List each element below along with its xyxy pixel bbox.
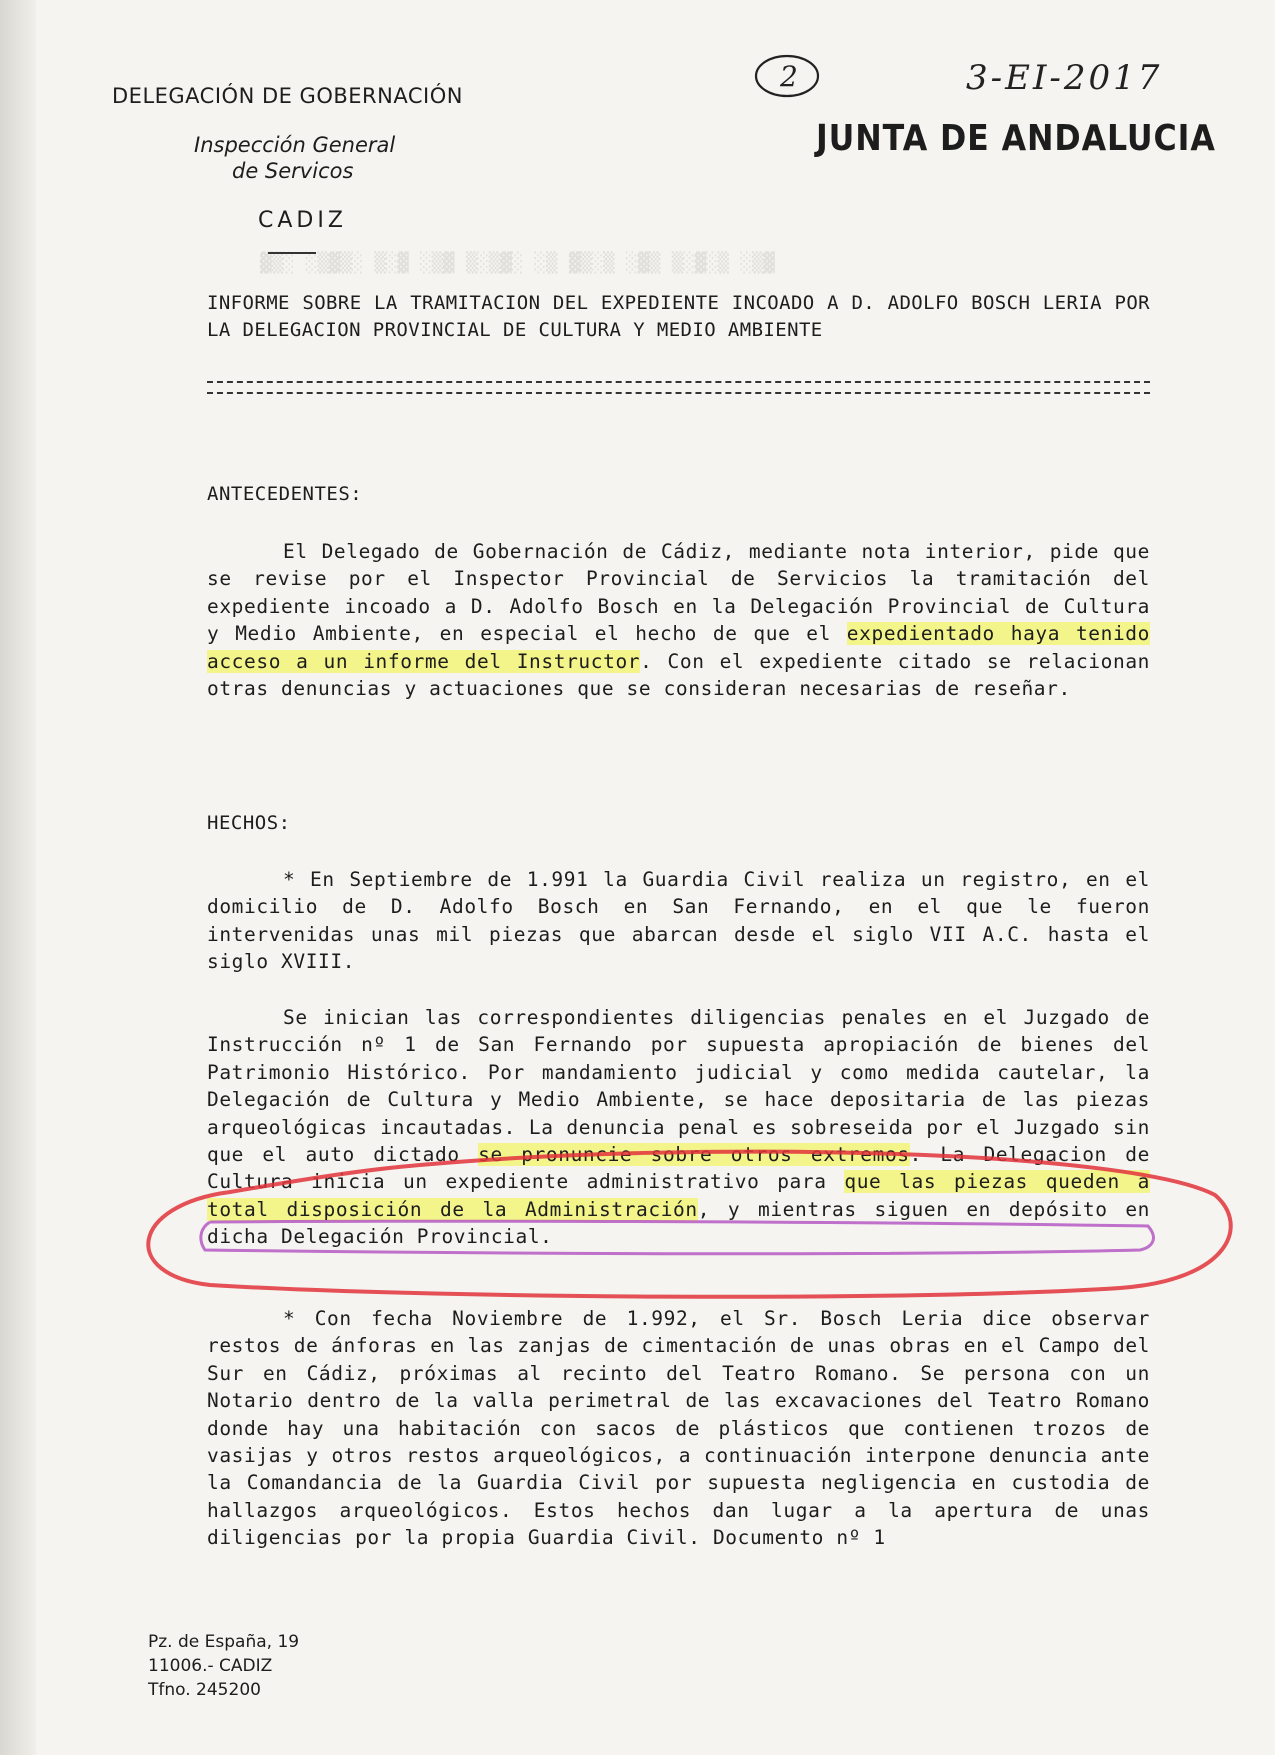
antecedentes-heading: ANTECEDENTES: bbox=[207, 483, 363, 505]
handwritten-number bbox=[752, 52, 822, 100]
footer-postal: 11006.- CADIZ bbox=[148, 1656, 273, 1676]
hechos-paragraph-2 bbox=[207, 1004, 1150, 1251]
inspeccion-heading bbox=[194, 132, 454, 184]
handwritten-date: 3-EI-2017 bbox=[966, 58, 1163, 98]
document-title: INFORME SOBRE LA TRAMITACION DEL EXPEDIENTE INCOADO A D. ADOLFO BOSCH LERIA POR LA DELEGACION PROVINCIAL DE CULTURA Y MEDIO AMBIENTE bbox=[207, 292, 1150, 341]
hechos-heading: HECHOS: bbox=[207, 812, 291, 834]
inspeccion-line-1: Inspección General bbox=[194, 133, 396, 157]
antecedentes-text-1: El Delegado de Gobernación de Cádiz, mediante nota interior, pide que se revise por el Inspector Provincial de Servicios la tramitación del expediente incoado a D. Adolfo Bosch en la Delegación Provincial de Cultura y Medio Ambiente, en especial el hecho de que el bbox=[207, 540, 1150, 646]
hechos-p2-highlight-2: que las piezas queden a total disposición de la Administración bbox=[207, 1170, 1150, 1221]
hechos-p2-text-1: Se inician las correspondientes diligencias penales en el Juzgado de Instrucción nº 1 de San Fernando por supuesta apropiación de bienes del Patrimonio Histórico. Por mandamiento judicial y como medida cautelar, la Delegación de Cultura y Medio Ambiente, se hace depositaria de las piezas arqueológicas incautadas. La denuncia penal es sobreseida por el Juzgado sin que el auto dictado bbox=[207, 1006, 1150, 1167]
junta-logo-text: JUNTA DE ANDALUCIA bbox=[816, 118, 1216, 159]
footer-street: Pz. de España, 19 bbox=[148, 1632, 300, 1652]
antecedentes-text-2: . Con el expediente citado se relacionan otras denuncias y actuaciones que se consideran necesarias de reseñar. bbox=[207, 649, 1150, 701]
antecedentes-paragraph bbox=[207, 538, 1150, 702]
handwritten-number-text: 2 bbox=[780, 60, 798, 93]
title-double-rule bbox=[207, 381, 1150, 394]
hechos-p2-text-3: , y mientras siguen en depósito en dicha Delegación Provincial. bbox=[207, 1197, 1151, 1249]
inspeccion-line-2: de Servicos bbox=[232, 159, 354, 183]
hechos-paragraph-3 bbox=[207, 1305, 1150, 1552]
city-heading: CADIZ bbox=[258, 208, 347, 233]
hechos-p1-text: * En Septiembre de 1.991 la Guardia Civil realiza un registro, en el domicilio de D. Adolfo Bosch en San Fernando, en el que le fueron intervenidas unas mil piezas que abarcan desde el siglo VII A.C. hasta el siglo XVIII. bbox=[207, 868, 1150, 974]
delegacion-heading: DELEGACIÓN DE GOBERNACIÓN bbox=[112, 84, 463, 108]
antecedentes-highlight: expedientado haya tenido acceso a un informe del Instructor bbox=[207, 622, 1150, 673]
hechos-p3-text: * Con fecha Noviembre de 1.992, el Sr. Bosch Leria dice observar restos de ánforas en las zanjas de cimentación de unas obras en el Campo del Sur en Cádiz, próximas al recinto del Teatro Romano. Se persona con un Notario dentro de la valla perimetral de las excavaciones del Teatro Romano donde hay una habitación con sacos de plásticos que contienen trozos de vasijas y otros restos arqueológicos, a continuación interpone denuncia ante la Comandancia de la Guardia Civil por supuesta negligencia en custodia de hallazgos arqueológicos. Estos hechos dan lugar a la apertura de unas diligencias por la propia Guardia Civil. Documento nº 1 bbox=[207, 1307, 1150, 1550]
footer-phone: Tfno. 245200 bbox=[148, 1680, 261, 1700]
hechos-p2-highlight-1: se pronuncie sobre otros extremos bbox=[478, 1143, 910, 1167]
show-through-text: ▓▒░ ░▒▓▒░ ▒░▓ ░▒▓ ▒░▒▓░ ░▒ ▓▒░▒ ░▓▒ ▒░▓░▒ ░▒▓ bbox=[260, 252, 775, 274]
hechos-paragraph-1 bbox=[207, 866, 1150, 976]
hechos-p2-text-2: . La Delegacion de Cultura inicia un expediente administrativo para bbox=[207, 1143, 1150, 1194]
footer-address bbox=[148, 1630, 299, 1702]
city-underline bbox=[268, 252, 316, 254]
